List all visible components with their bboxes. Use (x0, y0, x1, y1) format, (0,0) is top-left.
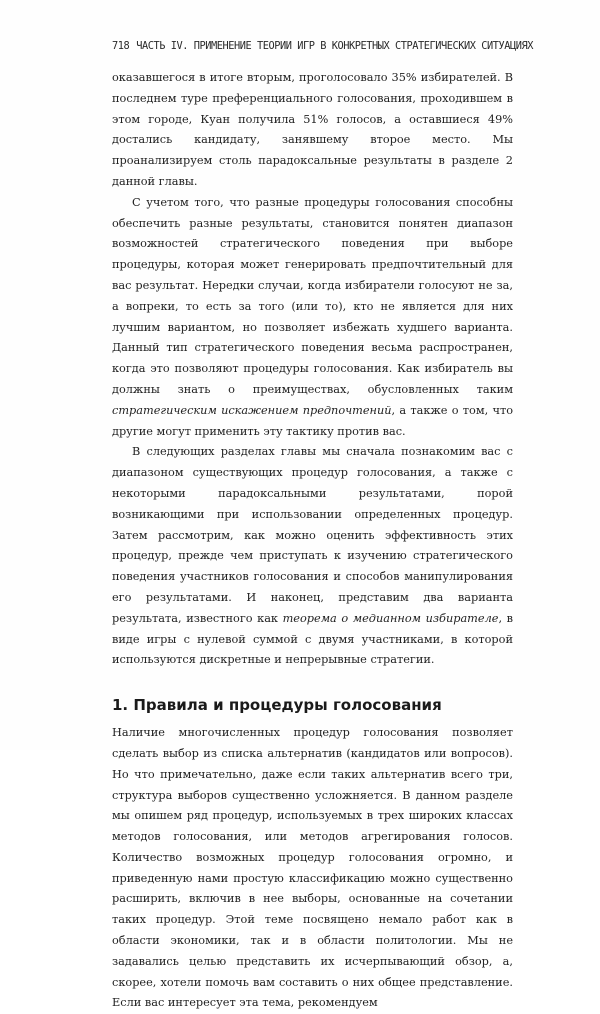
section-heading: 1. Правила и процедуры голосования (112, 696, 442, 715)
italic-term: стратегическим искажением предпочтений (112, 403, 392, 417)
paragraph-strategic-behavior (112, 193, 513, 443)
paragraph-text: , в виде игры с нулевой суммой с двумя участниками, в которой используются дискретные и непрерывные стратегии. (112, 611, 513, 667)
paragraph-text: С учетом того, что разные процедуры голосования способны обеспечить разные результаты, становится понятен диапазон возможностей стратегического поведения при выборе процедуры, которая может генерировать предпочтительный для вас результат. Нередки случаи, когда избиратели голосуют не за, а вопреки, то есть за того (или то), кто не является для них лучшим вариантом, но позволяет избежать худшего варианта. Данный тип стратегического поведения весьма распространен, когда это позволяют процедуры голосования. Как избиратель вы должны знать о преимуществах, обусловленных таким (112, 195, 513, 396)
paragraph-text: В следующих разделах главы мы сначала познакомим вас с диапазоном существующих процедур голосования, а также с некоторыми парадоксальными результатами, порой возникающими при использовании определенных процедур. Затем рассмотрим, как можно оценить эффективность этих процедур, прежде чем приступать к изучению стратегического поведения участников голосования и способов манипулирования его результатами. И наконец, представим два варианта результата, известного как (112, 445, 513, 625)
running-head (112, 40, 533, 52)
italic-term: теорема о медианном избирателе (282, 611, 499, 625)
section-paragraph: Наличие многочисленных процедур голосования позволяет сделать выбор из списка альтернатив (кандидатов или вопросов). Но что примечательно, даже если таких альтернатив всего три, структура выборов существенно усложняется. В данном разделе мы опишем ряд процедур, используемых в трех широких классах методов голосования, или методов агрегирования голосов. Количество возможных процедур голосования огромно, и приведенную нами простую классификацию можно существенно расширить, включив в нее выборы, основанные на сочетании таких процедур. Этой теме посвящено немало работ как в области экономики, так и в области политологии. Мы не задавались целью представить их исчерпывающий обзор, а, скорее, хотели помочь вам составить о них общее представление. Если вас интересует эта тема, рекомендуем (112, 726, 513, 1010)
running-title: ЧАСТЬ IV. ПРИМЕНЕНИЕ ТЕОРИИ ИГР В КОНКРЕТНЫХ СТРАТЕГИЧЕСКИХ СИТУАЦИЯХ (136, 40, 533, 52)
paragraph-text: , а также о том, что другие могут применить эту тактику против вас. (112, 403, 513, 438)
body-text (112, 68, 513, 1014)
paragraph-chapter-overview (112, 442, 513, 671)
paragraph-continued: оказавшегося в итоге вторым, проголосовало 35% избирателей. В последнем туре преференциального голосования, проходившем в этом городе, Куан получила 51% голосов, а оставшиеся 49% достались кандидату, занявшему второе место. Мы проанализируем столь парадоксальные результаты в разделе 2 данной главы. (112, 71, 513, 188)
page-number: 718 (112, 40, 130, 52)
